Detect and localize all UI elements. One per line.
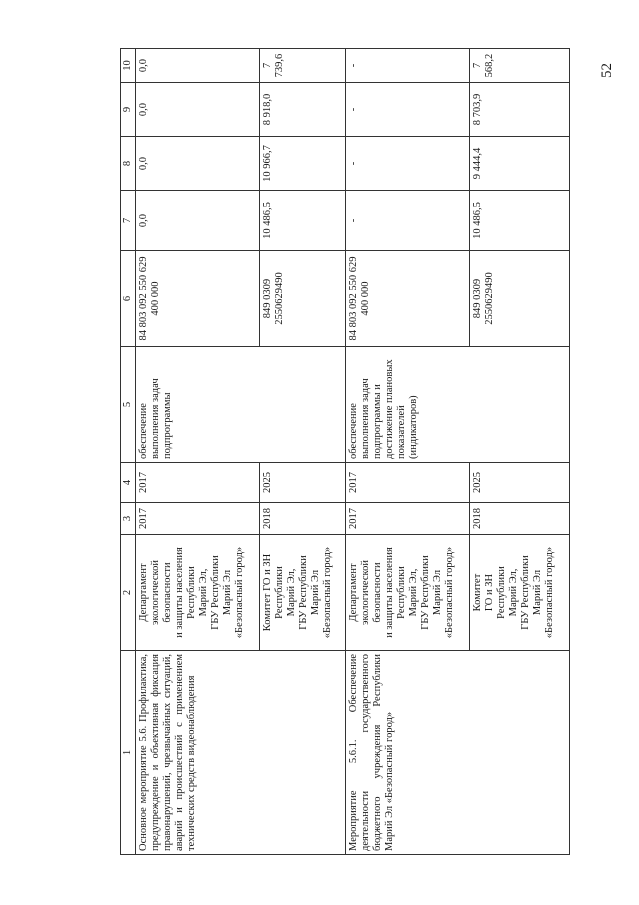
header-cell-3: 3 [121, 503, 136, 535]
header-cell-5: 5 [121, 347, 136, 463]
amount-cell-10: - [346, 49, 470, 83]
activity-name-cell: Основное мероприятие 5.6. Профилактика, предупреждение и объективная фиксация правонарушений, чрезвычайных ситуаций, аварий и происшествий с применением технических средств видеонаблюдения [136, 651, 346, 855]
header-cell-10: 10 [121, 49, 136, 83]
end-year-cell: 2025 [470, 463, 570, 503]
amount-cell-7: 10 486,5 [470, 191, 570, 251]
start-year-cell: 2017 [346, 503, 470, 535]
table-row [346, 49, 470, 855]
amount-cell-10: 7 568,2 [470, 49, 570, 83]
amount-cell-10: 0,0 [136, 49, 260, 83]
activity-name-cell: Мероприятие 5.6.1. Обеспечение деятельности государственного бюджетного учреждения Республики Марий Эл «Безопасный город» [346, 651, 570, 855]
header-cell-1: 1 [121, 651, 136, 855]
start-year-cell: 2017 [136, 503, 260, 535]
start-year-cell: 2018 [470, 503, 570, 535]
amount-cell-7: 10 486,5 [260, 191, 346, 251]
executor-cell: Департамент экологической безопасности и защиты населения Республики Марий Эл, ГБУ Республики Марий Эл «Безопасный город» [346, 535, 470, 651]
amount-cell-8: 9 444,4 [470, 137, 570, 191]
executor-cell: Департамент экологической безопасности и защиты населения Республики Марий Эл, ГБУ Республики Марий Эл «Безопасный город» [136, 535, 260, 651]
header-row [121, 49, 136, 855]
rotated-table-wrapper [120, 49, 595, 855]
amount-cell-10: 7 739,6 [260, 49, 346, 83]
amount-cell-8: 10 966,7 [260, 137, 346, 191]
header-cell-9: 9 [121, 83, 136, 137]
header-cell-7: 7 [121, 191, 136, 251]
end-year-cell: 2017 [136, 463, 260, 503]
amount-cell-9: 8 703,9 [470, 83, 570, 137]
executor-cell: Комитет ГО и ЗН Республики Марий Эл, ГБУ Республики Марий Эл «Безопасный город» [470, 535, 570, 651]
amount-cell-9: - [346, 83, 470, 137]
table-row [136, 49, 260, 855]
header-cell-4: 4 [121, 463, 136, 503]
amount-cell-7: 0,0 [136, 191, 260, 251]
amount-cell-9: 8 918,0 [260, 83, 346, 137]
page-number: 52 [599, 63, 615, 78]
amount-cell-8: - [346, 137, 470, 191]
program-table [120, 48, 570, 855]
header-cell-6: 6 [121, 251, 136, 347]
executor-cell: Комитет ГО и ЗН Республики Марий Эл, ГБУ Республики Марий Эл «Безопасный город» [260, 535, 346, 651]
header-cell-8: 8 [121, 137, 136, 191]
amount-cell-9: 0,0 [136, 83, 260, 137]
budget-code-cell: 849 0309 2550629490 [260, 251, 346, 347]
header-cell-2: 2 [121, 535, 136, 651]
start-year-cell: 2018 [260, 503, 346, 535]
amount-cell-8: 0,0 [136, 137, 260, 191]
end-year-cell: 2025 [260, 463, 346, 503]
budget-code-cell: 849 0309 2550629490 [470, 251, 570, 347]
amount-cell-7: - [346, 191, 470, 251]
result-cell: обеспечение выполнения задач подпрограммы [136, 347, 346, 463]
end-year-cell: 2017 [346, 463, 470, 503]
budget-code-cell: 84 803 092 550 629 400 000 [136, 251, 260, 347]
result-cell: обеспечение выполнения задач подпрограммы и достижение плановых показателей (индикаторов) [346, 347, 570, 463]
budget-code-cell: 84 803 092 550 629 400 000 [346, 251, 470, 347]
